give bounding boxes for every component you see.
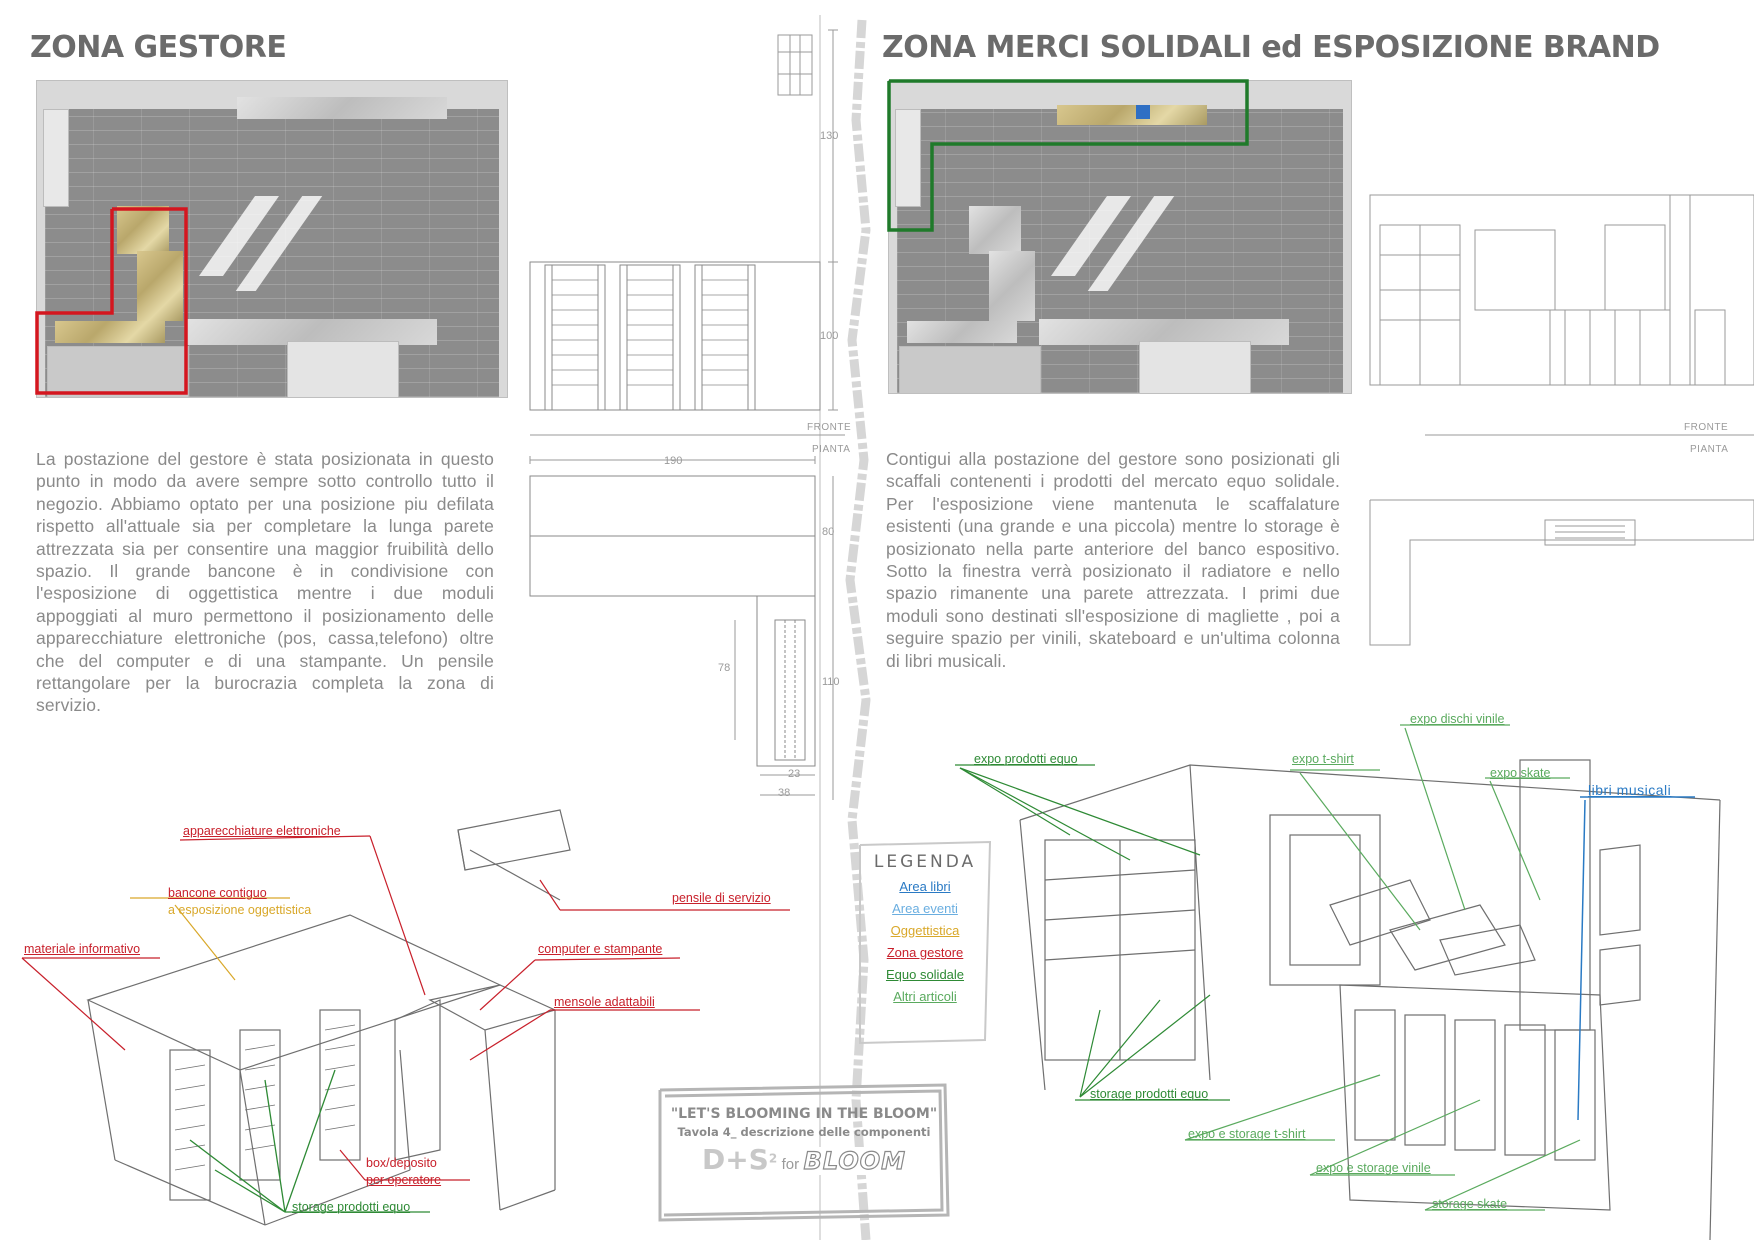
stamp-subtitle: Tavola 4_ descrizione delle componenti	[677, 1125, 931, 1139]
label-apparecchiature: apparecchiature elettroniche	[183, 824, 341, 838]
legend-title: LEGENDA	[873, 852, 977, 872]
label-libri-musicali: libri musicali	[1588, 782, 1672, 798]
title-zona-gestore: ZONA GESTORE	[30, 30, 287, 65]
description-zona-gestore: La postazione del gestore è stata posizionata in questo punto in modo da avere sempre sotto controllo tutto il negozio. Abbiamo optato per una posizione piu defilata rispetto all'attuale sia per completare la lunga parete attrezzata sia per consentire una maggior fruibilità dello spazio. Il grande bancone è in condivisione con l'esposizione di oggettistica mentre i due moduli appoggiati al muro permettono il posizionamento delle apparecchiature elettroniche (pos, cassa,telefono) oltre che del computer e di una stampante. Un pensile rettangolare per la burocrazia completa la zona di servizio.	[36, 449, 494, 716]
dim-80: 80	[822, 526, 835, 538]
label-mensole: mensole adattabili	[554, 995, 655, 1009]
label-computer: computer e stampante	[538, 942, 663, 956]
dim-110: 110	[822, 676, 840, 688]
legend-item: Altri articoli	[893, 989, 957, 1004]
legend	[866, 852, 984, 1011]
dim-38: 38	[778, 787, 791, 799]
label-storage-equo-left: storage prodotti equo	[292, 1200, 411, 1214]
label-storage-equo-right: storage prodotti equo	[1090, 1087, 1209, 1101]
dim-130: 130	[820, 130, 839, 142]
label-bancone: bancone contiguo	[168, 886, 267, 900]
label-expo-equo: expo prodotti equo	[974, 752, 1078, 766]
label-storage-skate: storage skate	[1432, 1197, 1508, 1211]
legend-item: Zona gestore	[886, 945, 964, 960]
label-pianta-right: PIANTA	[1690, 444, 1729, 455]
dim-100: 100	[820, 330, 839, 342]
legend-item: Area eventi	[892, 901, 958, 916]
title-stamp	[668, 1106, 940, 1176]
stamp-authors: D+S	[701, 1143, 769, 1176]
title-zona-merci: ZONA MERCI SOLIDALI ed ESPOSIZIONE BRAND	[882, 30, 1660, 65]
label-storage-vinile: expo e storage vinile	[1316, 1161, 1431, 1175]
legend-item: Oggettistica	[890, 923, 960, 938]
label-expo-tshirt: expo t-shirt	[1292, 752, 1354, 766]
stamp-quote: "LET'S BLOOMING IN THE BLOOM"	[670, 1106, 938, 1122]
dim-78: 78	[718, 662, 731, 674]
label-box: box/deposito	[366, 1156, 437, 1170]
label-fronte-right: FRONTE	[1684, 422, 1729, 433]
dim-23: 23	[788, 768, 801, 780]
legend-item: Area libri	[899, 879, 951, 894]
label-pianta: PIANTA	[812, 444, 851, 455]
description-zona-merci: Contigui alla postazione del gestore sono posizionati gli scaffali contenenti i prodotti del mercato equo solidale. Per l'esposizione viene mantenuta le scaffalature esistenti (una grande e una piccola) mentre lo storage è posizionato nella parte anteriore del banco espositivo. Sotto la finestra verrà posizionato il radiatore e nello spazio rimanente una parete attrezzata. I primi due moduli sono destinati sll'esposizione di magliette , poi a seguire spazio per vinili, skateboard e un'ultima colonna di libri musicali.	[886, 449, 1340, 671]
label-bancone-sub: a esposizione oggettistica	[168, 903, 312, 917]
label-storage-tshirt: expo e storage t-shirt	[1188, 1127, 1306, 1141]
label-fronte: FRONTE	[807, 422, 852, 433]
bloom-logo: BLOOM	[803, 1147, 907, 1175]
dim-190: 190	[664, 455, 683, 467]
legend-item: Equo solidale	[885, 967, 965, 982]
stamp-sup: 2	[768, 1151, 778, 1166]
label-expo-skate: expo skate	[1490, 766, 1551, 780]
label-materiale: materiale informativo	[24, 942, 141, 956]
label-box-sub: per operatore	[366, 1173, 442, 1187]
label-expo-dischi: expo dischi vinile	[1410, 712, 1505, 726]
stamp-for: for	[781, 1156, 800, 1173]
label-pensile: pensile di servizio	[672, 891, 771, 905]
